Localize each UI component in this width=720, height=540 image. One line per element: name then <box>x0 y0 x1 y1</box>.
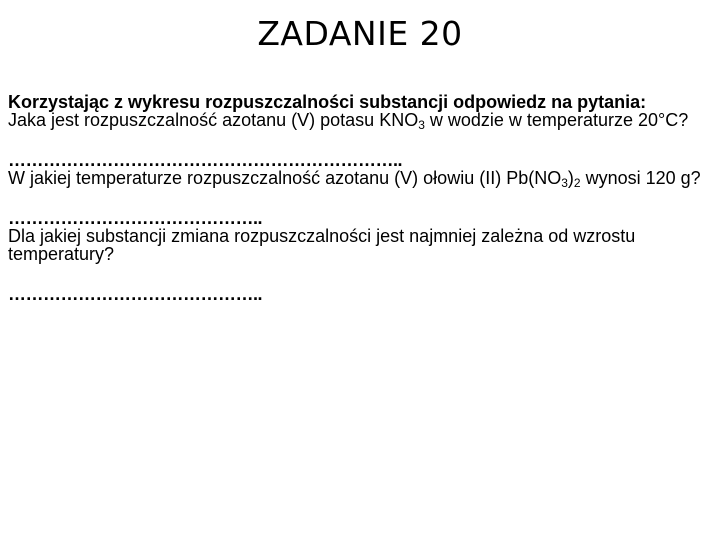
answer-line-3: …………………………………….. <box>8 284 263 304</box>
question-1-text: Jaka jest rozpuszczalność azotanu (V) potasu KNO <box>8 110 419 130</box>
question-2 <box>8 168 708 190</box>
question-2-text: W jakiej temperaturze rozpuszczalność azotanu (V) ołowiu (II) Pb(NO <box>8 168 562 188</box>
question-2-paren: ) <box>567 168 574 188</box>
task-instruction: Korzystając z wykresu rozpuszczalności substancji odpowiedz na pytania: <box>8 92 647 112</box>
question-1 <box>8 110 708 132</box>
question-2-subscript-2: 2 <box>573 176 581 190</box>
question-2-subscript-1: 3 <box>561 176 568 190</box>
task-body <box>8 93 708 303</box>
answer-line-1: ………………………………………………………….. <box>8 150 403 170</box>
slide-title: ZADANIE 20 <box>257 14 463 53</box>
question-1-text-end: w wodzie w temperaturze 20°C? <box>424 110 689 130</box>
question-3: Dla jakiej substancji zmiana rozpuszczalności jest najmniej zależna od wzrostu temperatury? <box>8 226 636 264</box>
question-1-subscript: 3 <box>418 118 425 132</box>
question-2-text-end: wynosi 120 g? <box>580 168 701 188</box>
answer-line-2: …………………………………….. <box>8 208 263 228</box>
